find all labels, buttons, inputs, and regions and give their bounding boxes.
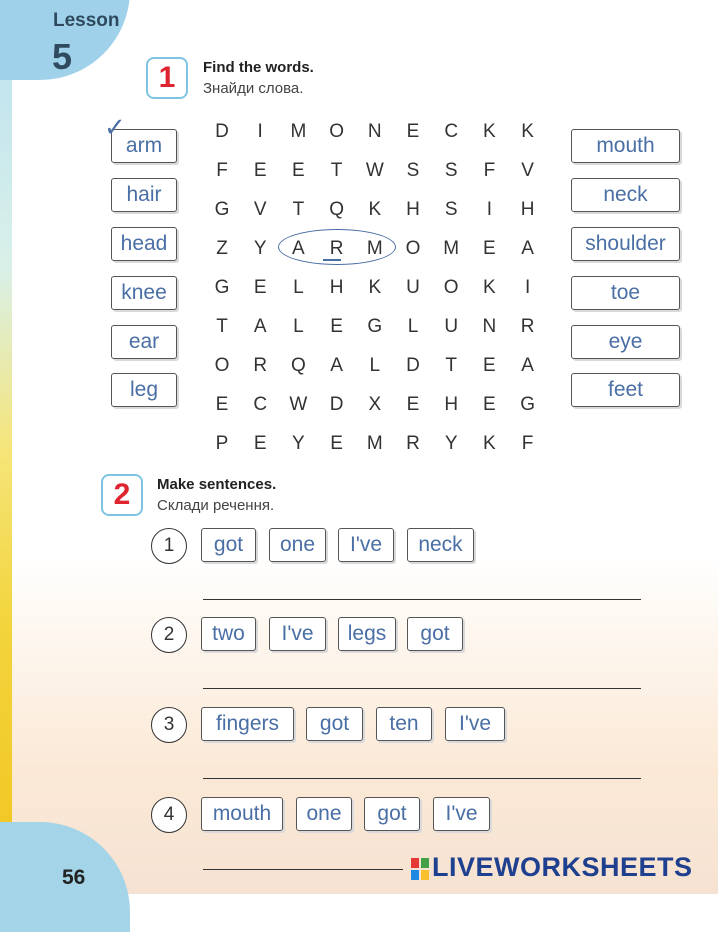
- grid-letter[interactable]: W: [365, 160, 384, 181]
- grid-letter[interactable]: R: [520, 316, 535, 337]
- sentence-word[interactable]: fingers: [201, 707, 294, 741]
- word-box-eye[interactable]: eye: [571, 325, 680, 359]
- grid-letter[interactable]: E: [330, 316, 343, 337]
- grid-letter[interactable]: O: [405, 238, 421, 259]
- exercise-2-subtitle: Склади речення.: [157, 497, 275, 514]
- word-box-neck[interactable]: neck: [571, 178, 680, 212]
- word-box-head[interactable]: head: [111, 227, 177, 261]
- grid-letter[interactable]: H: [444, 394, 459, 415]
- grid-letter[interactable]: K: [483, 433, 496, 454]
- sentence-word[interactable]: I've: [338, 528, 394, 562]
- grid-letter[interactable]: I: [257, 121, 263, 142]
- word-box-leg[interactable]: leg: [111, 373, 177, 407]
- grid-letter[interactable]: G: [214, 199, 230, 220]
- grid-letter[interactable]: Q: [291, 355, 306, 376]
- grid-letter[interactable]: T: [445, 355, 457, 376]
- grid-letter[interactable]: A: [253, 316, 267, 337]
- grid-letter[interactable]: Y: [292, 433, 305, 454]
- grid-letter[interactable]: N: [482, 316, 497, 337]
- answer-line[interactable]: [203, 869, 403, 870]
- grid-letter[interactable]: E: [330, 433, 343, 454]
- sentence-word[interactable]: got: [201, 528, 256, 562]
- grid-letter[interactable]: A: [292, 238, 305, 259]
- grid-letter[interactable]: G: [214, 277, 230, 298]
- grid-letter[interactable]: R: [253, 355, 268, 376]
- sentence-word[interactable]: one: [269, 528, 326, 562]
- word-box-hair[interactable]: hair: [111, 178, 177, 212]
- grid-letter[interactable]: K: [368, 199, 382, 220]
- sentence-number: 4: [151, 797, 187, 833]
- grid-letter[interactable]: H: [329, 277, 344, 298]
- grid-letter[interactable]: A: [330, 355, 343, 376]
- sentence-word[interactable]: got: [407, 617, 463, 651]
- grid-letter[interactable]: L: [407, 316, 419, 337]
- exercise-1-title: Find the words.: [203, 59, 314, 76]
- grid-letter[interactable]: F: [521, 433, 534, 454]
- grid-letter[interactable]: T: [330, 160, 343, 181]
- grid-letter[interactable]: E: [253, 433, 267, 454]
- grid-letter[interactable]: E: [253, 277, 267, 298]
- grid-letter[interactable]: D: [215, 121, 229, 142]
- grid-letter[interactable]: E: [292, 160, 305, 181]
- grid-letter[interactable]: E: [406, 121, 420, 142]
- sentence-number: 1: [151, 528, 187, 564]
- grid-letter[interactable]: Z: [216, 238, 228, 259]
- grid-letter[interactable]: K: [521, 121, 534, 142]
- sentence-number: 3: [151, 707, 187, 743]
- sentence-word[interactable]: I've: [445, 707, 505, 741]
- grid-letter[interactable]: Y: [444, 433, 458, 454]
- sentence-word[interactable]: I've: [433, 797, 490, 831]
- grid-letter[interactable]: W: [289, 394, 308, 415]
- grid-letter[interactable]: R: [406, 433, 420, 454]
- grid-letter[interactable]: U: [406, 277, 420, 298]
- grid-letter[interactable]: Q: [329, 199, 344, 220]
- grid-letter[interactable]: S: [444, 199, 458, 220]
- exercise-1-number: 1: [146, 57, 188, 99]
- sentence-word[interactable]: ten: [376, 707, 432, 741]
- grid-letter[interactable]: H: [406, 199, 420, 220]
- word-box-mouth[interactable]: mouth: [571, 129, 680, 163]
- word-box-toe[interactable]: toe: [571, 276, 680, 310]
- grid-letter[interactable]: D: [329, 394, 344, 415]
- sentence-word[interactable]: neck: [407, 528, 474, 562]
- sentence-word[interactable]: mouth: [201, 797, 283, 831]
- word-box-arm[interactable]: arm: [111, 129, 177, 163]
- grid-letter[interactable]: V: [253, 199, 267, 220]
- grid-letter[interactable]: P: [215, 433, 229, 454]
- grid-letter[interactable]: M: [366, 238, 383, 259]
- lesson-number: 5: [52, 36, 73, 77]
- grid-letter[interactable]: K: [483, 277, 496, 298]
- answer-line[interactable]: [203, 599, 641, 600]
- page-number: 56: [62, 866, 86, 889]
- grid-letter[interactable]: E: [406, 394, 420, 415]
- grid-letter[interactable]: L: [369, 355, 381, 376]
- grid-letter[interactable]: T: [292, 199, 305, 220]
- grid-letter[interactable]: M: [443, 238, 460, 259]
- grid-letter[interactable]: X: [368, 394, 382, 415]
- grid-letter[interactable]: C: [444, 121, 459, 142]
- page-edge-strip: [0, 0, 12, 894]
- grid-letter[interactable]: C: [253, 394, 268, 415]
- grid-letter[interactable]: G: [367, 316, 383, 337]
- grid-letter[interactable]: E: [215, 394, 229, 415]
- grid-letter[interactable]: O: [443, 277, 459, 298]
- sentence-word[interactable]: got: [364, 797, 420, 831]
- grid-letter[interactable]: N: [367, 121, 382, 142]
- sentence-word[interactable]: got: [306, 707, 363, 741]
- grid-letter[interactable]: V: [521, 160, 534, 181]
- exercise-2-number: 2: [101, 474, 143, 516]
- word-box-ear[interactable]: ear: [111, 325, 177, 359]
- grid-letter[interactable]: O: [214, 355, 230, 376]
- watermark: LIVEWORKSHEETS: [432, 852, 693, 882]
- grid-letter[interactable]: Y: [253, 238, 267, 259]
- grid-letter[interactable]: O: [329, 121, 344, 142]
- grid-letter[interactable]: U: [444, 316, 459, 337]
- grid-letter[interactable]: M: [366, 433, 383, 454]
- sentence-word[interactable]: I've: [269, 617, 326, 651]
- check-mark-icon: ✓: [104, 112, 126, 142]
- grid-letter[interactable]: F: [216, 160, 228, 181]
- grid-letter[interactable]: H: [520, 199, 535, 220]
- word-box-shoulder[interactable]: shoulder: [571, 227, 680, 261]
- exercise-1-subtitle: Знайди слова.: [203, 80, 304, 97]
- sentence-word[interactable]: one: [296, 797, 352, 831]
- grid-letter[interactable]: K: [483, 121, 496, 142]
- letter-underline: [323, 259, 341, 261]
- grid-letter[interactable]: S: [406, 160, 420, 181]
- grid-letter[interactable]: A: [521, 238, 534, 259]
- grid-letter[interactable]: S: [444, 160, 458, 181]
- grid-letter[interactable]: I: [486, 199, 493, 220]
- sentence-word[interactable]: legs: [338, 617, 396, 651]
- answer-line[interactable]: [203, 778, 641, 779]
- grid-letter[interactable]: L: [293, 277, 304, 298]
- grid-letter[interactable]: L: [293, 316, 304, 337]
- grid-letter[interactable]: A: [521, 355, 534, 376]
- sentence-word[interactable]: two: [201, 617, 256, 651]
- grid-letter[interactable]: E: [483, 355, 496, 376]
- grid-letter[interactable]: F: [483, 160, 496, 181]
- liveworksheets-logo-icon: [411, 858, 429, 880]
- grid-letter[interactable]: R: [329, 238, 344, 259]
- grid-letter[interactable]: E: [483, 238, 496, 259]
- grid-letter[interactable]: T: [216, 316, 228, 337]
- word-box-feet[interactable]: feet: [571, 373, 680, 407]
- grid-letter[interactable]: K: [368, 277, 382, 298]
- grid-letter[interactable]: D: [406, 355, 420, 376]
- exercise-2-title: Make sentences.: [157, 476, 277, 493]
- grid-letter[interactable]: E: [483, 394, 496, 415]
- grid-letter[interactable]: E: [253, 160, 267, 181]
- grid-letter[interactable]: I: [524, 277, 531, 298]
- grid-letter[interactable]: G: [520, 394, 535, 415]
- sentence-number: 2: [151, 617, 187, 653]
- grid-letter[interactable]: M: [290, 121, 307, 142]
- lesson-label: Lesson: [53, 10, 120, 31]
- answer-line[interactable]: [203, 688, 641, 689]
- word-box-knee[interactable]: knee: [111, 276, 177, 310]
